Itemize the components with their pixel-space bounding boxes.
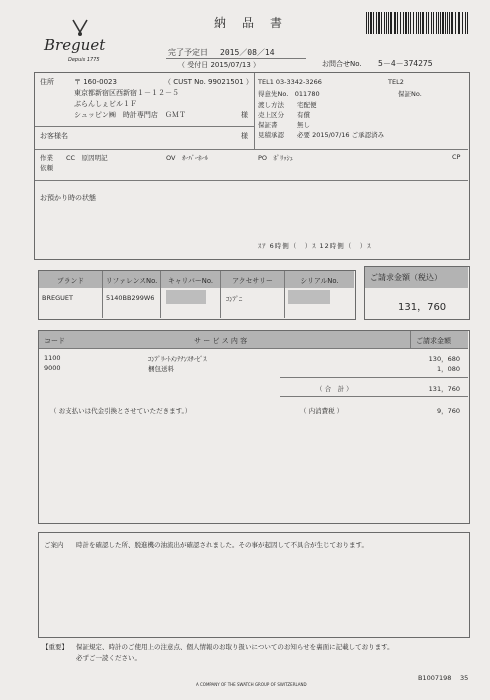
barcode-bar bbox=[416, 12, 417, 34]
important-label: 【重要】 bbox=[42, 643, 68, 651]
barcode-bar bbox=[431, 12, 432, 34]
barcode-bar bbox=[447, 12, 448, 34]
completion-date: 2015／08／14 bbox=[220, 48, 275, 57]
work-po: PO ﾎﾟﾘｯｼｭ bbox=[258, 154, 294, 162]
header-serial: シリアルNo. bbox=[300, 277, 339, 285]
guarantee-number: 保証No. bbox=[398, 90, 422, 98]
barcode-bar bbox=[426, 12, 427, 34]
address-label: 住所 bbox=[40, 78, 54, 86]
company-line: A COMPANY OF THE SWATCH GROUP OF SWITZERLAND bbox=[196, 682, 307, 687]
barcode-bar bbox=[455, 12, 456, 34]
item-code: 9000 bbox=[44, 364, 61, 372]
total-request-label: ご請求金額（税込） bbox=[370, 273, 442, 282]
client-number: 得意先No. 011780 bbox=[258, 90, 320, 98]
items-table bbox=[38, 330, 470, 524]
total-request-value: 131，760 bbox=[398, 302, 447, 313]
barcode-bar bbox=[449, 12, 450, 34]
barcode-bar bbox=[403, 12, 404, 34]
page-number: 35 bbox=[460, 674, 469, 682]
notice-label: ご案内 bbox=[44, 541, 64, 549]
postal-code: 〒 160-0023 bbox=[74, 78, 117, 86]
total-label: （ 合 計 ） bbox=[316, 385, 353, 393]
barcode-bar bbox=[386, 12, 387, 34]
barcode-bar bbox=[408, 12, 409, 34]
barcode-bar bbox=[465, 12, 466, 34]
barcode-bar bbox=[442, 12, 444, 34]
tel2: TEL2 bbox=[388, 78, 404, 86]
header-brand: ブランド bbox=[56, 277, 85, 285]
value-accessory: ｺﾝﾌﾟﾆ bbox=[226, 295, 243, 303]
warranty-card: 保証書 無し bbox=[258, 121, 310, 129]
work-cc: CC 原因明記 bbox=[66, 154, 108, 162]
barcode-bar bbox=[378, 12, 380, 34]
item-code: 1100 bbox=[44, 354, 61, 362]
barcode-bar bbox=[381, 12, 382, 34]
inquiry-label: お問合せNo. bbox=[322, 60, 362, 68]
barcode-bar bbox=[390, 12, 392, 34]
payment-note: （ お支払いは代金引換とさせていただきます。） bbox=[50, 407, 192, 415]
item-amount: 130，680 bbox=[428, 355, 460, 363]
barcode-bar bbox=[373, 12, 374, 34]
condition-label: お預かり時の状態 bbox=[40, 194, 96, 202]
item-description: 梱包送料 bbox=[148, 365, 174, 373]
customer-number: （ CUST No. 99021501 ） bbox=[164, 78, 253, 86]
header-reference: リファレンスNo. bbox=[105, 277, 158, 285]
tel1: TEL1 03-3342-3266 bbox=[258, 78, 322, 86]
position-markers: ｽｱ 6時側（ ）ｽ 12時側（ ）ｽ bbox=[258, 242, 372, 250]
barcode-bar bbox=[428, 12, 429, 34]
barcode-bar bbox=[410, 12, 411, 34]
important-text-2: 必ずご一読ください。 bbox=[76, 654, 141, 662]
total-amount: 131，760 bbox=[428, 385, 460, 393]
code-header: コード bbox=[44, 337, 65, 345]
document-number: B1007198 bbox=[418, 674, 452, 682]
barcode-bar bbox=[400, 12, 401, 34]
barcode-bar bbox=[413, 12, 414, 34]
received-date: （ 受付日 2015/07/13 ） bbox=[178, 61, 261, 69]
customer-name-sama: 様 bbox=[241, 132, 248, 140]
barcode-bar bbox=[368, 12, 369, 34]
work-cp: CP bbox=[452, 153, 461, 161]
barcode-bar bbox=[462, 12, 463, 34]
document-title: 納 品 書 bbox=[214, 16, 285, 30]
header-caliber: キャリバーNo. bbox=[167, 277, 214, 285]
barcode-bar bbox=[420, 12, 421, 34]
address-line-3: シュッピン㈱ 時計専門店 ＧＭＴ bbox=[74, 111, 186, 119]
barcode-bar bbox=[366, 12, 367, 34]
logo-brand: Breguet bbox=[44, 36, 106, 54]
work-sub-label: 依頼 bbox=[40, 164, 53, 172]
sales-category: 売上区分 有償 bbox=[258, 111, 310, 119]
barcode-bar bbox=[384, 12, 385, 34]
work-label: 作業 bbox=[40, 154, 53, 162]
work-ov: OV ｵｰﾊﾞｰﾎｰﾙ bbox=[166, 154, 208, 162]
important-text-1: 保証規定、時計のご使用上の注意点、個人情報のお取り扱いについてのお知らせを裏面に記載しております。 bbox=[76, 643, 394, 651]
completion-label: 完了予定日 bbox=[168, 48, 208, 57]
barcode-bar bbox=[376, 12, 377, 34]
header-accessory: アクセサリー bbox=[232, 277, 273, 285]
barcode-bar bbox=[438, 12, 439, 34]
barcode-bar bbox=[418, 12, 419, 34]
barcode-bar bbox=[394, 12, 396, 34]
tax-amount: 9，760 bbox=[436, 407, 460, 415]
serial-redacted bbox=[288, 290, 330, 304]
barcode-bar bbox=[440, 12, 441, 34]
logo-sub: Depuis 1775 bbox=[68, 57, 100, 63]
value-brand: BREGUET bbox=[42, 294, 73, 302]
barcode-bar bbox=[422, 12, 424, 34]
inquiry-number: 5－4－374275 bbox=[378, 59, 433, 68]
barcode-bar bbox=[467, 12, 468, 34]
barcode-bar bbox=[388, 12, 389, 34]
barcode-bar bbox=[445, 12, 446, 34]
item-amount: 1，080 bbox=[436, 365, 460, 373]
item-description: ｺﾝﾌﾟﾘｰﾄﾒﾝﾃﾅﾝｽｻｰﾋﾞｽ bbox=[148, 355, 207, 363]
value-reference: 5140BB299W6 bbox=[106, 294, 155, 302]
delivery-method: 渡し方法 宅配便 bbox=[258, 101, 317, 109]
customer-name-label: お客様名 bbox=[40, 132, 68, 140]
amount-header: ご請求金額 bbox=[416, 337, 451, 345]
address-line-1: 東京都新宿区西新宿１－１２－５ bbox=[74, 89, 179, 97]
barcode-bar bbox=[397, 12, 398, 34]
barcode-bar bbox=[433, 12, 434, 34]
tax-label: （ 内消費税 ） bbox=[300, 407, 344, 415]
barcode-bar bbox=[451, 12, 453, 34]
barcode bbox=[366, 12, 470, 34]
barcode-bar bbox=[458, 12, 460, 34]
caliber-redacted bbox=[166, 290, 206, 304]
notice-text: 時計を確認した所、脱進機の油流出が確認されました。その事が起因して不具合が生じております。 bbox=[76, 541, 368, 549]
barcode-bar bbox=[370, 12, 372, 34]
breguet-logo bbox=[40, 16, 120, 68]
address-line-2: ぶらんしぇビル１Ｆ bbox=[74, 100, 137, 108]
barcode-bar bbox=[436, 12, 437, 34]
service-header: サ ー ビ ス 内 容 bbox=[194, 337, 248, 345]
address-sama: 様 bbox=[241, 111, 248, 119]
estimate-approval: 見積承認 必要 2015/07/16 ご承認済み bbox=[258, 131, 385, 139]
barcode-bar bbox=[405, 12, 407, 34]
